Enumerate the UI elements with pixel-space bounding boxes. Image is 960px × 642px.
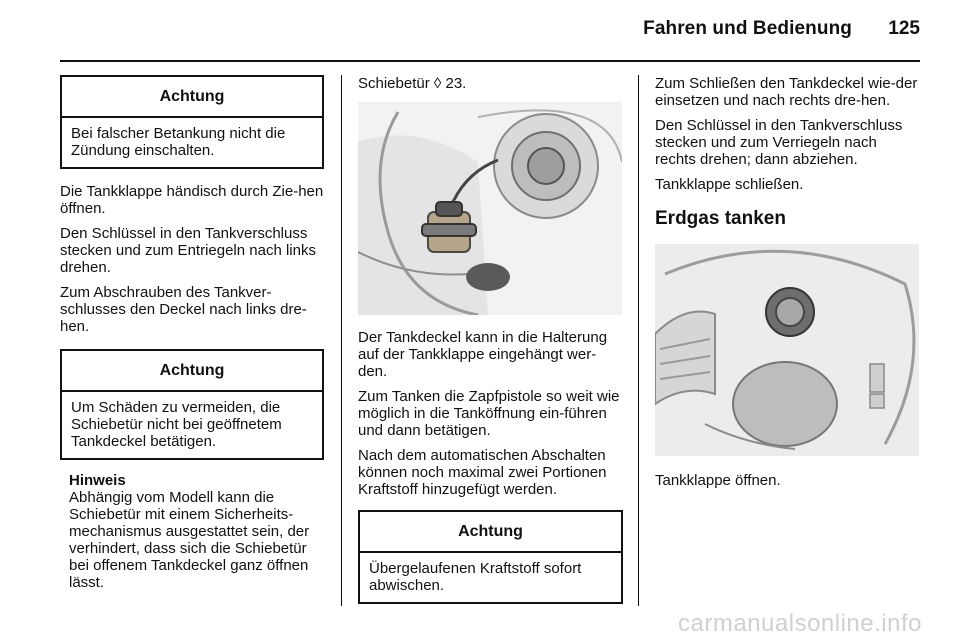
cross-reference bbox=[358, 75, 623, 92]
column-divider-right bbox=[638, 75, 639, 606]
hint-text: Abhängig vom Modell kann die Schiebetür mit einem Sicherheits-mechanismus ausgestattet sein, der verhindert, dass sich die Schiebetür bei offenem Tankdeckel ganz öffnen lässt. bbox=[69, 489, 310, 591]
column-3 bbox=[655, 75, 920, 497]
page-number: 125 bbox=[888, 18, 920, 39]
column-divider-left bbox=[341, 75, 342, 606]
paragraph: Den Schlüssel in den Tankverschluss stecken und zum Entriegeln nach links drehen. bbox=[60, 225, 316, 276]
warning-title: Achtung bbox=[360, 512, 621, 553]
paragraph: Den Schlüssel in den Tankverschluss stecken und zum Verriegeln nach rechts drehen; dann abziehen. bbox=[655, 117, 903, 168]
column-1 bbox=[60, 75, 324, 591]
fuel-cap-photo bbox=[358, 102, 622, 315]
reference-page: 23. bbox=[445, 75, 467, 92]
paragraph: Zum Abschrauben des Tankver-schlusses den Deckel nach links dre-hen. bbox=[60, 284, 307, 335]
paragraph: Die Tankklappe händisch durch Zie-hen öffnen. bbox=[60, 183, 324, 217]
warning-title: Achtung bbox=[62, 351, 322, 392]
hint-title: Hinweis bbox=[69, 472, 126, 489]
warning-box bbox=[60, 75, 324, 169]
warning-box bbox=[60, 349, 324, 460]
reference-text: Schiebetür bbox=[358, 75, 430, 92]
header-rule bbox=[60, 60, 920, 62]
warning-text: Um Schäden zu vermeiden, die Schiebetür nicht bei geöffnetem Tankdeckel betätigen. bbox=[71, 399, 282, 450]
paragraph: Der Tankdeckel kann in die Halterung auf der Tankklappe eingehängt wer-den. bbox=[358, 329, 608, 380]
hint-block bbox=[60, 472, 324, 591]
cng-filler-illustration bbox=[655, 244, 919, 456]
warning-text: Bei falscher Betankung nicht die Zündung einschalten. bbox=[71, 125, 286, 159]
paragraph: Tankklappe öffnen. bbox=[655, 472, 781, 489]
section-heading: Erdgas tanken bbox=[655, 208, 786, 229]
paragraph: Zum Tanken die Zapfpistole so weit wie möglich in die Tanköffnung ein-führen und dann betätigen. bbox=[358, 388, 620, 439]
page-title: Fahren und Bedienung bbox=[643, 18, 852, 39]
fuel-cap-illustration bbox=[358, 102, 622, 315]
reference-arrow-icon: ◊ bbox=[433, 75, 442, 92]
warning-box bbox=[358, 510, 623, 604]
warning-title: Achtung bbox=[62, 77, 322, 118]
column-2 bbox=[358, 75, 623, 604]
paragraph: Tankklappe schließen. bbox=[655, 176, 804, 193]
paragraph: Nach dem automatischen Abschalten können noch maximal zwei Portionen Kraftstoff hinzugefügt werden. bbox=[358, 447, 607, 498]
cng-filler-photo bbox=[655, 244, 919, 456]
paragraph: Zum Schließen den Tankdeckel wie-der einsetzen und nach rechts dre-hen. bbox=[655, 75, 918, 109]
warning-text: Übergelaufenen Kraftstoff sofort abwischen. bbox=[369, 560, 582, 594]
watermark: carmanualsonline.info bbox=[678, 610, 922, 637]
